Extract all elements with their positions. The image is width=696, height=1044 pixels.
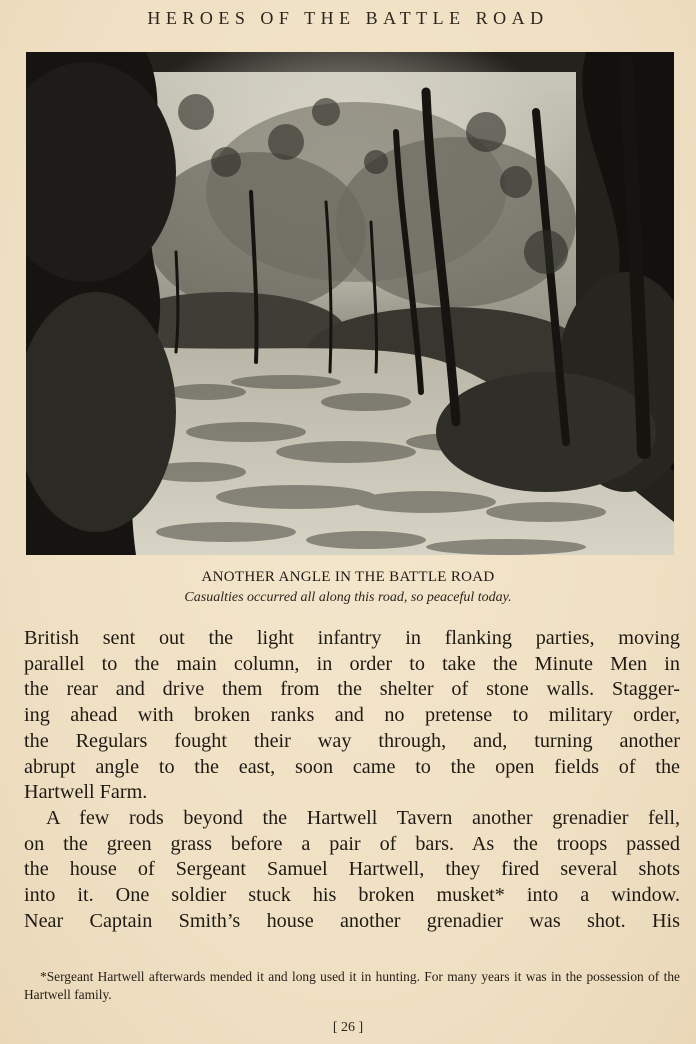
body-line: parallel to the main column, in order to take the Minute Men in — [24, 652, 680, 675]
footnote — [24, 968, 680, 1003]
body-line: the house of Sergeant Samuel Hartwell, they fired several shots — [24, 858, 680, 881]
footnote-text: *Sergeant Hartwell afterwards mended it and long used it in hunting. For many years it was in the possession of the Hartwell family. — [24, 969, 680, 1002]
body-text — [24, 626, 680, 934]
body-line: Near Captain Smith’s house another grenadier was shot. His — [24, 909, 680, 932]
page-number: [ 26 ] — [332, 1020, 364, 1035]
body-line: the Regulars fought their way through, and, turning another — [24, 729, 680, 752]
battle-road-photograph — [26, 52, 674, 555]
body-line: ing ahead with broken ranks and no pretense to military order, — [24, 704, 680, 727]
body-line: British sent out the light infantry in flanking parties, moving — [24, 627, 680, 649]
body-line: A few rods beyond the Hartwell Tavern another grenadier fell, — [46, 806, 680, 829]
photo-caption-subtitle: Casualties occurred all along this road, so peaceful today. — [184, 590, 512, 605]
running-head: HEROES OF THE BATTLE ROAD — [147, 8, 549, 28]
body-line: on the green grass before a pair of bars. As the troops passed — [24, 832, 680, 855]
body-line: into it. One soldier stuck his broken musket* into a window. — [24, 884, 680, 907]
body-line: abrupt angle to the east, soon came to the open fields of the — [24, 755, 680, 778]
body-line: Hartwell Farm. — [24, 781, 148, 804]
photo-illustration — [26, 52, 674, 555]
photo-caption-title: ANOTHER ANGLE IN THE BATTLE ROAD — [201, 569, 495, 585]
body-line: the rear and drive them from the shelter of stone walls. Stagger- — [24, 678, 680, 701]
